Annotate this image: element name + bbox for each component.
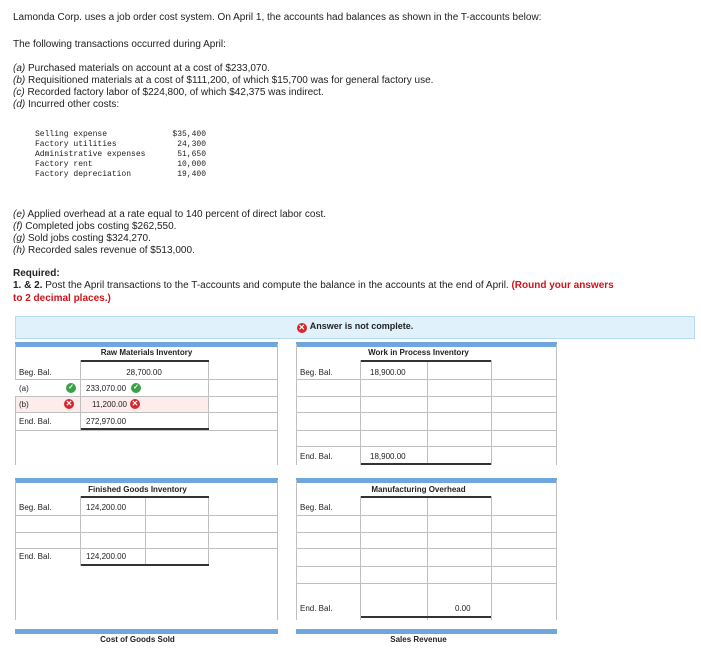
fg-beg-value: 124,200.00 [86, 503, 127, 512]
other-cost-row: Factory utilities 24,300 [35, 140, 206, 149]
sales-title: Sales Revenue [390, 635, 447, 644]
overhead-title: Manufacturing Overhead [371, 485, 466, 494]
oh-end-label: End. Bal. [300, 604, 333, 613]
answer-status-banner [15, 316, 695, 339]
rm-a-value[interactable]: 233,070.00 [86, 384, 127, 393]
other-cost-row: Administrative expenses 51,650 [35, 150, 206, 159]
transaction-e: (e) Applied overhead at a rate equal to 140 percent of direct labor cost. [13, 209, 326, 220]
required-instructions: 1. & 2. Post the April transactions to the T-accounts and compute the balance in the accounts at the end of April. (Round your answers to 2 decimal places.) [13, 280, 614, 304]
wip-end-label: End. Bal. [300, 452, 333, 461]
error-icon: ✕ [298, 323, 306, 332]
error-icon: ✕ [131, 399, 139, 408]
transaction-g: (g) Sold jobs costing $324,270. [13, 233, 151, 244]
wip-beg-value: 18,900.00 [370, 368, 406, 377]
rm-a-label: (a) [19, 384, 29, 393]
other-costs-table [35, 130, 210, 180]
raw-materials-bar [15, 342, 278, 347]
fg-end-value: 124,200.00 [86, 552, 127, 561]
raw-materials-title: Raw Materials Inventory [100, 348, 193, 357]
rm-end-label: End. Bal. [19, 417, 52, 426]
oh-end-value: 0.00 [455, 604, 471, 613]
sales-bar [296, 629, 557, 634]
rm-end-value: 272,970.00 [86, 417, 127, 426]
wip-beg-label: Beg. Bal. [300, 368, 333, 377]
oh-beg-label: Beg. Bal. [300, 503, 333, 512]
cogs-bar [15, 629, 278, 634]
fg-beg-label: Beg. Bal. [19, 503, 52, 512]
other-cost-row: Factory rent 10,000 [35, 160, 206, 169]
cogs-title: Cost of Goods Sold [100, 635, 175, 644]
wip-title: Work in Process Inventory [368, 348, 469, 357]
overhead-bar [296, 478, 557, 483]
transaction-d: (d) Incurred other costs: [13, 99, 120, 110]
wip-bar [296, 342, 557, 347]
transaction-a: (a) Purchased materials on account at a cost of $233,070. [13, 63, 270, 74]
wip-end-value: 18,900.00 [370, 452, 406, 461]
intro-text: Lamonda Corp. uses a job order cost system. On April 1, the accounts had balances as shown in the T-accounts below: [13, 12, 542, 23]
transaction-f: (f) Completed jobs costing $262,550. [13, 221, 177, 232]
answer-status-message: ✕ Answer is not complete. [298, 321, 414, 332]
transaction-c: (c) Recorded factory labor of $224,800, of which $42,375 was indirect. [13, 87, 324, 98]
check-icon: ✓ [131, 383, 141, 393]
transaction-b: (b) Requisitioned materials at a cost of $111,200, of which $15,700 was for general factory use. [13, 75, 434, 86]
fg-end-label: End. Bal. [19, 552, 52, 561]
finished-goods-bar [15, 478, 278, 483]
rm-b-label: (b) [19, 400, 29, 409]
rm-beg-label: Beg. Bal. [19, 368, 52, 377]
check-icon: ✓ [66, 383, 76, 393]
following-text: The following transactions occurred during April: [13, 39, 226, 50]
rm-beg-value: 28,700.00 [126, 368, 162, 377]
transaction-h: (h) Recorded sales revenue of $513,000. [13, 245, 195, 256]
other-cost-row: Factory depreciation 19,400 [35, 170, 206, 179]
required-title: Required: [13, 268, 60, 279]
finished-goods-title: Finished Goods Inventory [88, 485, 187, 494]
error-icon: ✕ [65, 399, 73, 408]
other-cost-row: Selling expense $35,400 [35, 130, 206, 139]
rm-b-value[interactable]: 11,200.00 [92, 400, 127, 409]
